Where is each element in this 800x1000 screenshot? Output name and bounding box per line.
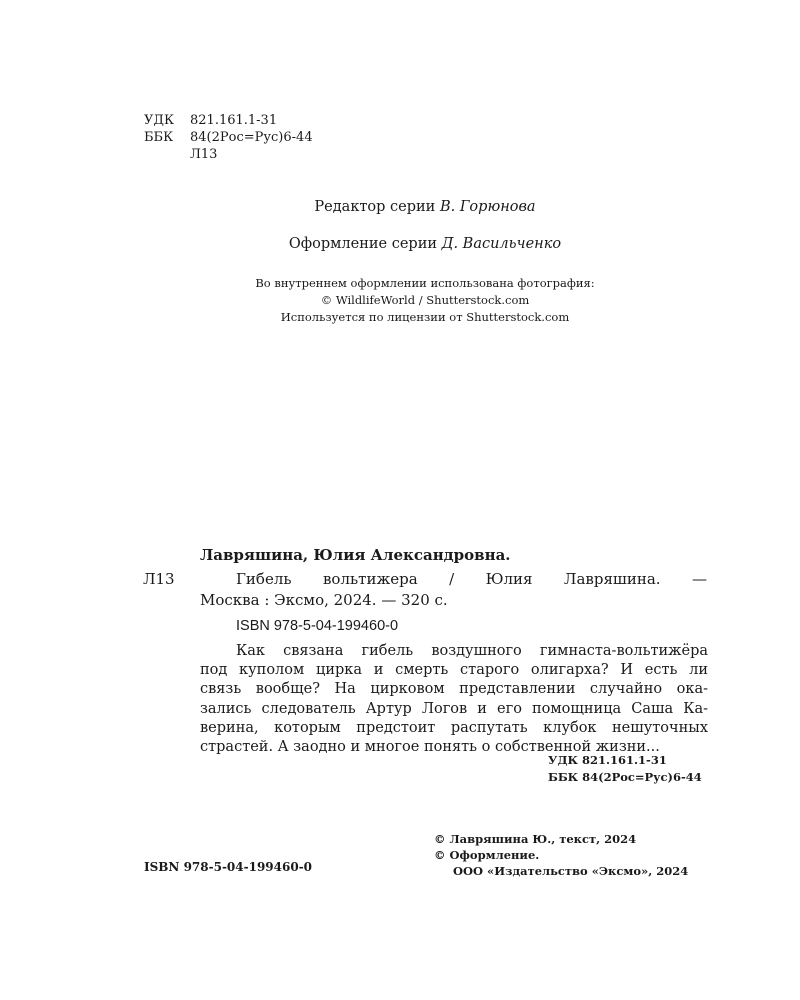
udk-code: УДК 821.161.1-31 [548,753,667,767]
series-design-prefix: Оформление серии [288,236,438,252]
classification-codes-repeat [548,752,702,786]
bbk-code: ББК 84(2Рос=Рус)6-44 [548,770,702,784]
copyright-publisher: ООО «Издательство «Эксмо», 2024 [453,864,689,878]
series-design [0,236,800,252]
bibliography-publication: Москва : Эксмо, 2024. — 320 с. [200,591,448,609]
annotation-line: верина, которым предстоит распутать клубок нешуточных [200,719,708,736]
udk-label: УДК [144,113,175,128]
classification-block [144,112,313,163]
bibliography-isbn: ISBN 978-5-04-199460-0 [236,618,399,634]
bbk-row [144,129,313,146]
annotation-line: Как связана гибель воздушного гимнаста-вольтижёра [236,643,708,659]
photo-credit-line: Во внутреннем оформлении использована фотография: [255,276,595,290]
copyright-block [434,831,688,879]
photo-credit-line: Используется по лицензии от Shutterstock.com [280,310,570,324]
series-design-name: Д. Васильченко [441,236,562,252]
series-editor-name: В. Горюнова [439,199,536,215]
bibliography-title: Гибель вольтижера / Юлия Лавряшина. — [236,570,707,588]
author-mark: Л13 [190,147,218,162]
bibliography-code: Л13 [143,570,175,588]
udk-value: 821.161.1-31 [190,113,278,128]
photo-credit-line: © WildlifeWorld / Shutterstock.com [320,293,530,307]
annotation-line: под куполом цирка и смерть старого олигарха? И есть ли [200,662,708,679]
annotation-line: связь вообще? На цирковом представлении случайно ока- [200,681,708,698]
bbk-value: 84(2Рос=Рус)6-44 [190,130,313,145]
udk-row [144,112,313,129]
copyright-text: © Лавряшина Ю., текст, 2024 [434,832,637,846]
footer-isbn: ISBN 978-5-04-199460-0 [144,860,313,874]
bbk-label: ББК [144,130,174,145]
annotation-line: зались следователь Артур Логов и его помощница Саша Ка- [200,700,708,717]
series-editor [0,199,800,215]
copyright-design: © Оформление. [434,848,540,862]
photo-credit [0,275,800,326]
annotation-line: страстей. А заодно и многое понять о собственной жизни... [200,739,660,756]
bibliography-author: Лавряшина, Юлия Александровна. [200,546,511,564]
series-editor-prefix: Редактор серии [314,199,436,215]
annotation [200,642,708,757]
